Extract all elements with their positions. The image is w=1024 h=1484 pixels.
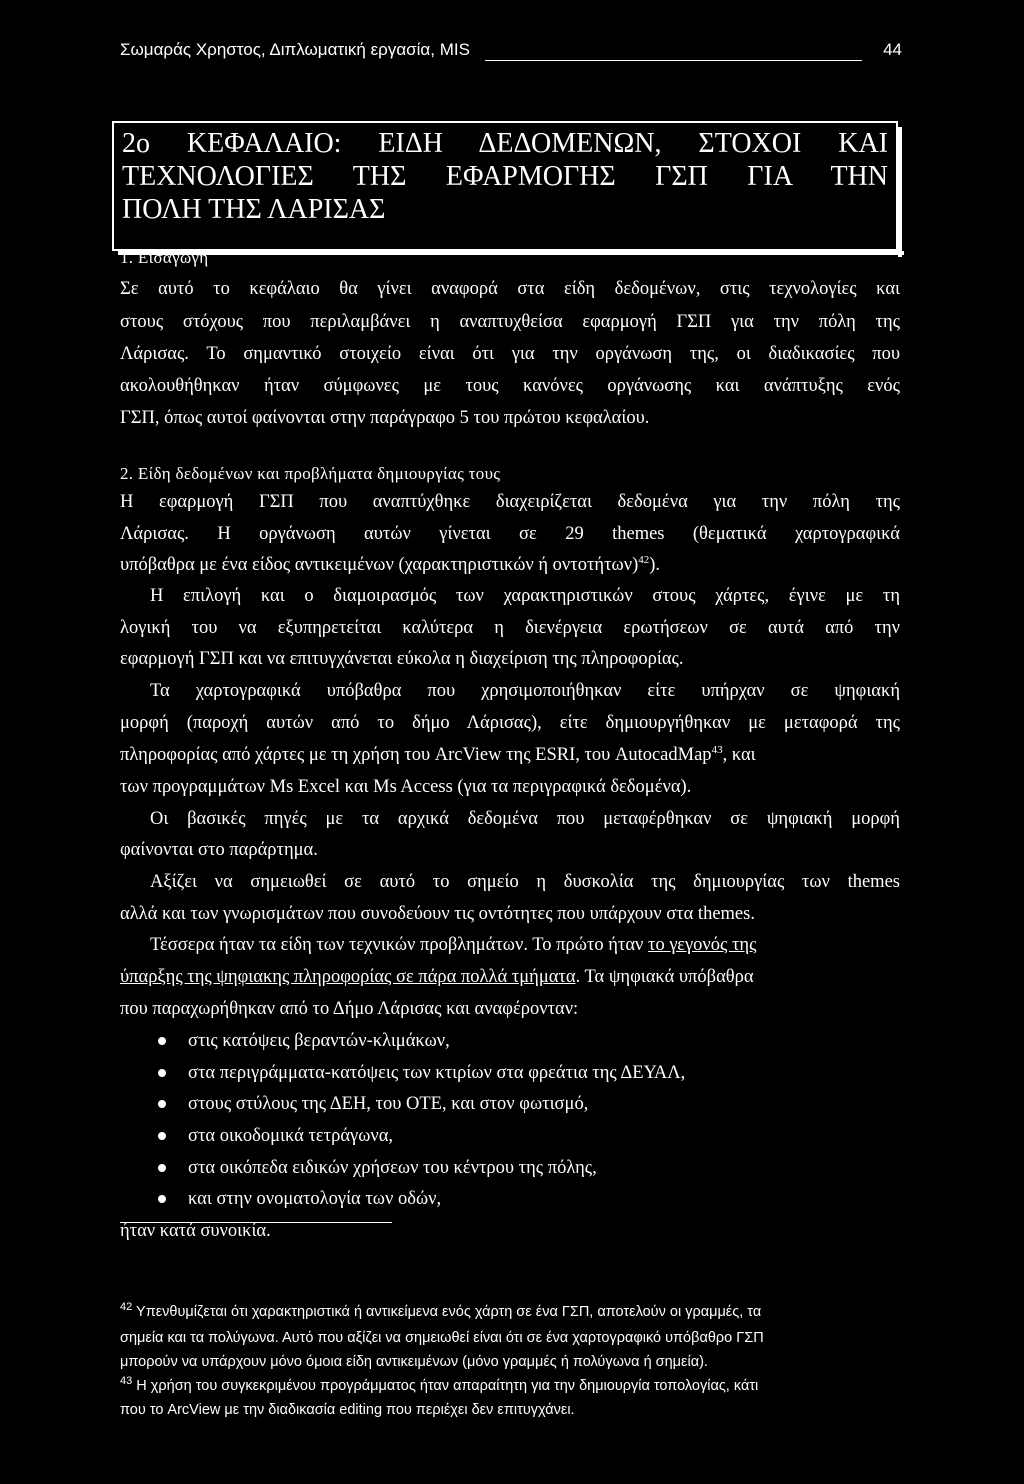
- footnote-42: [120, 1302, 900, 1322]
- paragraph-line: [120, 553, 900, 577]
- paragraph-line: Αξίζει να σημειωθεί σε αυτό το σημείο η δυσκολία της δημιουργίας των themes: [150, 872, 900, 892]
- bullet-icon: [158, 1195, 166, 1203]
- list-item-text: στους στύλους της ΔΕΗ, του ΟΤΕ, και στον φωτισμό,: [188, 1094, 589, 1114]
- bullet-icon: [158, 1069, 166, 1077]
- list-item-text: στις κατόψεις βεραντών-κλιμάκων,: [188, 1031, 450, 1051]
- paragraph-line: Η επιλογή και ο διαμοιρασμός των χαρακτηριστικών στους χάρτες, έγινε με τη: [150, 586, 900, 606]
- chapter-title-line-2: ΤΕΧΝΟΛΟΓΙΕΣ ΤΗΣ ΕΦΑΡΜΟΓΗΣ ΓΣΠ ΓΙΑ ΤΗΝ: [122, 161, 888, 192]
- paragraph-line: Οι βασικές πηγές με τα αρχικά δεδομένα που μεταφέρθηκαν σε ψηφιακή μορφή: [150, 809, 900, 829]
- paragraph-text: υπόβαθρα με ένα είδος αντικειμένων (χαρακτηριστικών ή οντοτήτων): [120, 555, 639, 575]
- paragraph-line: ΓΣΠ, όπως αυτοί φαίνονται στην παράγραφο 5 του πρώτου κεφαλαίου.: [120, 408, 650, 428]
- paragraph-line: μορφή (παροχή αυτών από το δήμο Λάρισας), είτε δημιουργήθηκαν με μεταφορά της: [120, 713, 900, 733]
- footnote-number: 42: [120, 1301, 133, 1314]
- paragraph-line: Σε αυτό το κεφάλαιο θα γίνει αναφορά στα είδη δεδομένων, στις τεχνολογίες και: [120, 279, 900, 299]
- paragraph-line: λογική του να εξυπηρετείται καλύτερα η διενέργεια ερωτήσεων σε αυτά από την: [120, 618, 900, 638]
- paragraph-line: των προγραμμάτων Ms Excel και Ms Access (για τα περιγραφικά δεδομένα).: [120, 777, 692, 797]
- underlined-text: το γεγονός της: [648, 935, 757, 955]
- paragraph-line: Η εφαρμογή ΓΣΠ που αναπτύχθηκε διαχειρίζεται δεδομένα για την πόλη της: [120, 492, 900, 512]
- list-item-text: στα οικοδομικά τετράγωνα,: [188, 1126, 394, 1146]
- footnote-text: Υπενθυμίζεται ότι χαρακτηριστικά ή αντικείμενα ενός χάρτη σε ένα ΓΣΠ, αποτελούν οι γραμμές, τα: [132, 1304, 762, 1320]
- paragraph-line: αλλά και των γνωρισμάτων που συνοδεύουν τις οντότητες που υπάρχουν στα themes.: [120, 904, 755, 924]
- page-number: 44: [883, 40, 902, 59]
- paragraph-line: που παραχωρήθηκαν από το Δήμο Λάρισας και αναφέρονταν:: [120, 999, 579, 1019]
- section-2-heading: 2. Είδη δεδομένων και προβλήματα δημιουργίας τους: [120, 464, 501, 483]
- paragraph-line: Τα χαρτογραφικά υπόβαθρα που χρησιμοποιήθηκαν είτε υπήρχαν σε ψηφιακή: [150, 681, 900, 701]
- paragraph-line: ακολουθήθηκαν ήταν σύμφωνες με τους κανόνες οργάνωσης και ανάπτυξης ενός: [120, 376, 900, 396]
- footnote-ref-43: 43: [711, 743, 723, 756]
- paragraph-line: φαίνονται στο παράρτημα.: [120, 840, 318, 860]
- footnote-43: [120, 1376, 900, 1396]
- running-header: [120, 40, 902, 66]
- footnote-ref-42: 42: [638, 553, 650, 566]
- chapter-title-line-1: 2ο ΚΕΦΑΛΑΙΟ: ΕΙΔΗ ΔΕΔΟΜΕΝΩΝ, ΣΤΟΧΟΙ ΚΑΙ: [122, 128, 888, 159]
- paragraph-line: ήταν κατά συνοικία.: [120, 1221, 271, 1241]
- list-item-text: στα περιγράμματα-κατόψεις των κτιρίων στα φρεάτια της ΔΕΥΑΛ,: [188, 1063, 686, 1083]
- footnote-separator: [120, 1222, 392, 1223]
- underlined-text: ύπαρξης της ψηφιακης πληροφορίας σε πάρα πολλά τμήματα: [120, 967, 576, 987]
- header-rule: [485, 60, 862, 61]
- chapter-title-line-3: ΠΟΛΗ ΤΗΣ ΛΑΡΙΣΑΣ: [122, 194, 386, 225]
- footnote-text: Η χρήση του συγκεκριμένου προγράμματος ήταν απαραίτητη για την δημιουργία τοπολογίας, κάτι: [132, 1378, 759, 1394]
- bullet-icon: [158, 1132, 166, 1140]
- list-item-text: και στην ονοματολογία των οδών,: [188, 1189, 442, 1209]
- footnote-line: μπορούν να υπάρχουν μόνο όμοια είδη αντικειμένων (μόνο γραμμές ή πολύγωνα ή σημεία).: [120, 1354, 708, 1370]
- bullet-icon: [158, 1037, 166, 1045]
- chapter-title-box: [112, 121, 898, 251]
- paragraph-line: [120, 743, 900, 767]
- bullet-icon: [158, 1164, 166, 1172]
- paragraph-line: εφαρμογή ΓΣΠ και να επιτυγχάνεται εύκολα η διαχείριση της πληροφορίας.: [120, 649, 684, 669]
- running-title: Σωμαράς Χρηστος, Διπλωματική εργασία, MIS: [120, 40, 470, 59]
- paragraph-line: Λάρισας. Η οργάνωση αυτών γίνεται σε 29 themes (θεματικά χαρτογραφικά: [120, 524, 900, 544]
- bullet-icon: [158, 1100, 166, 1108]
- paragraph-text: , και: [722, 745, 756, 765]
- paragraph-text: πληροφορίας από χάρτες με τη χρήση του ArcView της ESRI, του AutocadMap: [120, 745, 712, 765]
- list-item-text: στα οικόπεδα ειδικών χρήσεων του κέντρου της πόλης,: [188, 1158, 597, 1178]
- paragraph-text: ).: [649, 555, 661, 575]
- paragraph-text: Τέσσερα ήταν τα είδη των τεχνικών προβλημάτων. Το πρώτο ήταν: [150, 935, 649, 955]
- paragraph-line: [150, 933, 900, 957]
- paragraph-text: . Τα ψηφιακά υπόβαθρα: [575, 967, 754, 987]
- chapter-title: [122, 127, 888, 226]
- box-shadow-right: [898, 127, 902, 257]
- footnote-line: που το ArcView με την διαδικασία editing που περιέχει δεν επιτυγχάνει.: [120, 1402, 575, 1418]
- footnote-line: σημεία και τα πολύγωνα. Αυτό που αξίζει να σημειωθεί είναι ότι σε ένα χαρτογραφικό υπόβαθρο ΓΣΠ: [120, 1330, 764, 1346]
- paragraph-line: Λάρισας. Το σημαντικό στοιχείο είναι ότι για την οργάνωση της, οι διαδικασίες που: [120, 344, 900, 364]
- footnote-number: 43: [120, 1375, 133, 1388]
- section-1-heading: 1. Εισαγωγή: [120, 248, 209, 267]
- paragraph-line: [120, 965, 900, 989]
- paragraph-line: στους στόχους που περιλαμβάνει η αναπτυχθείσα εφαρμογή ΓΣΠ για την πόλη της: [120, 312, 900, 332]
